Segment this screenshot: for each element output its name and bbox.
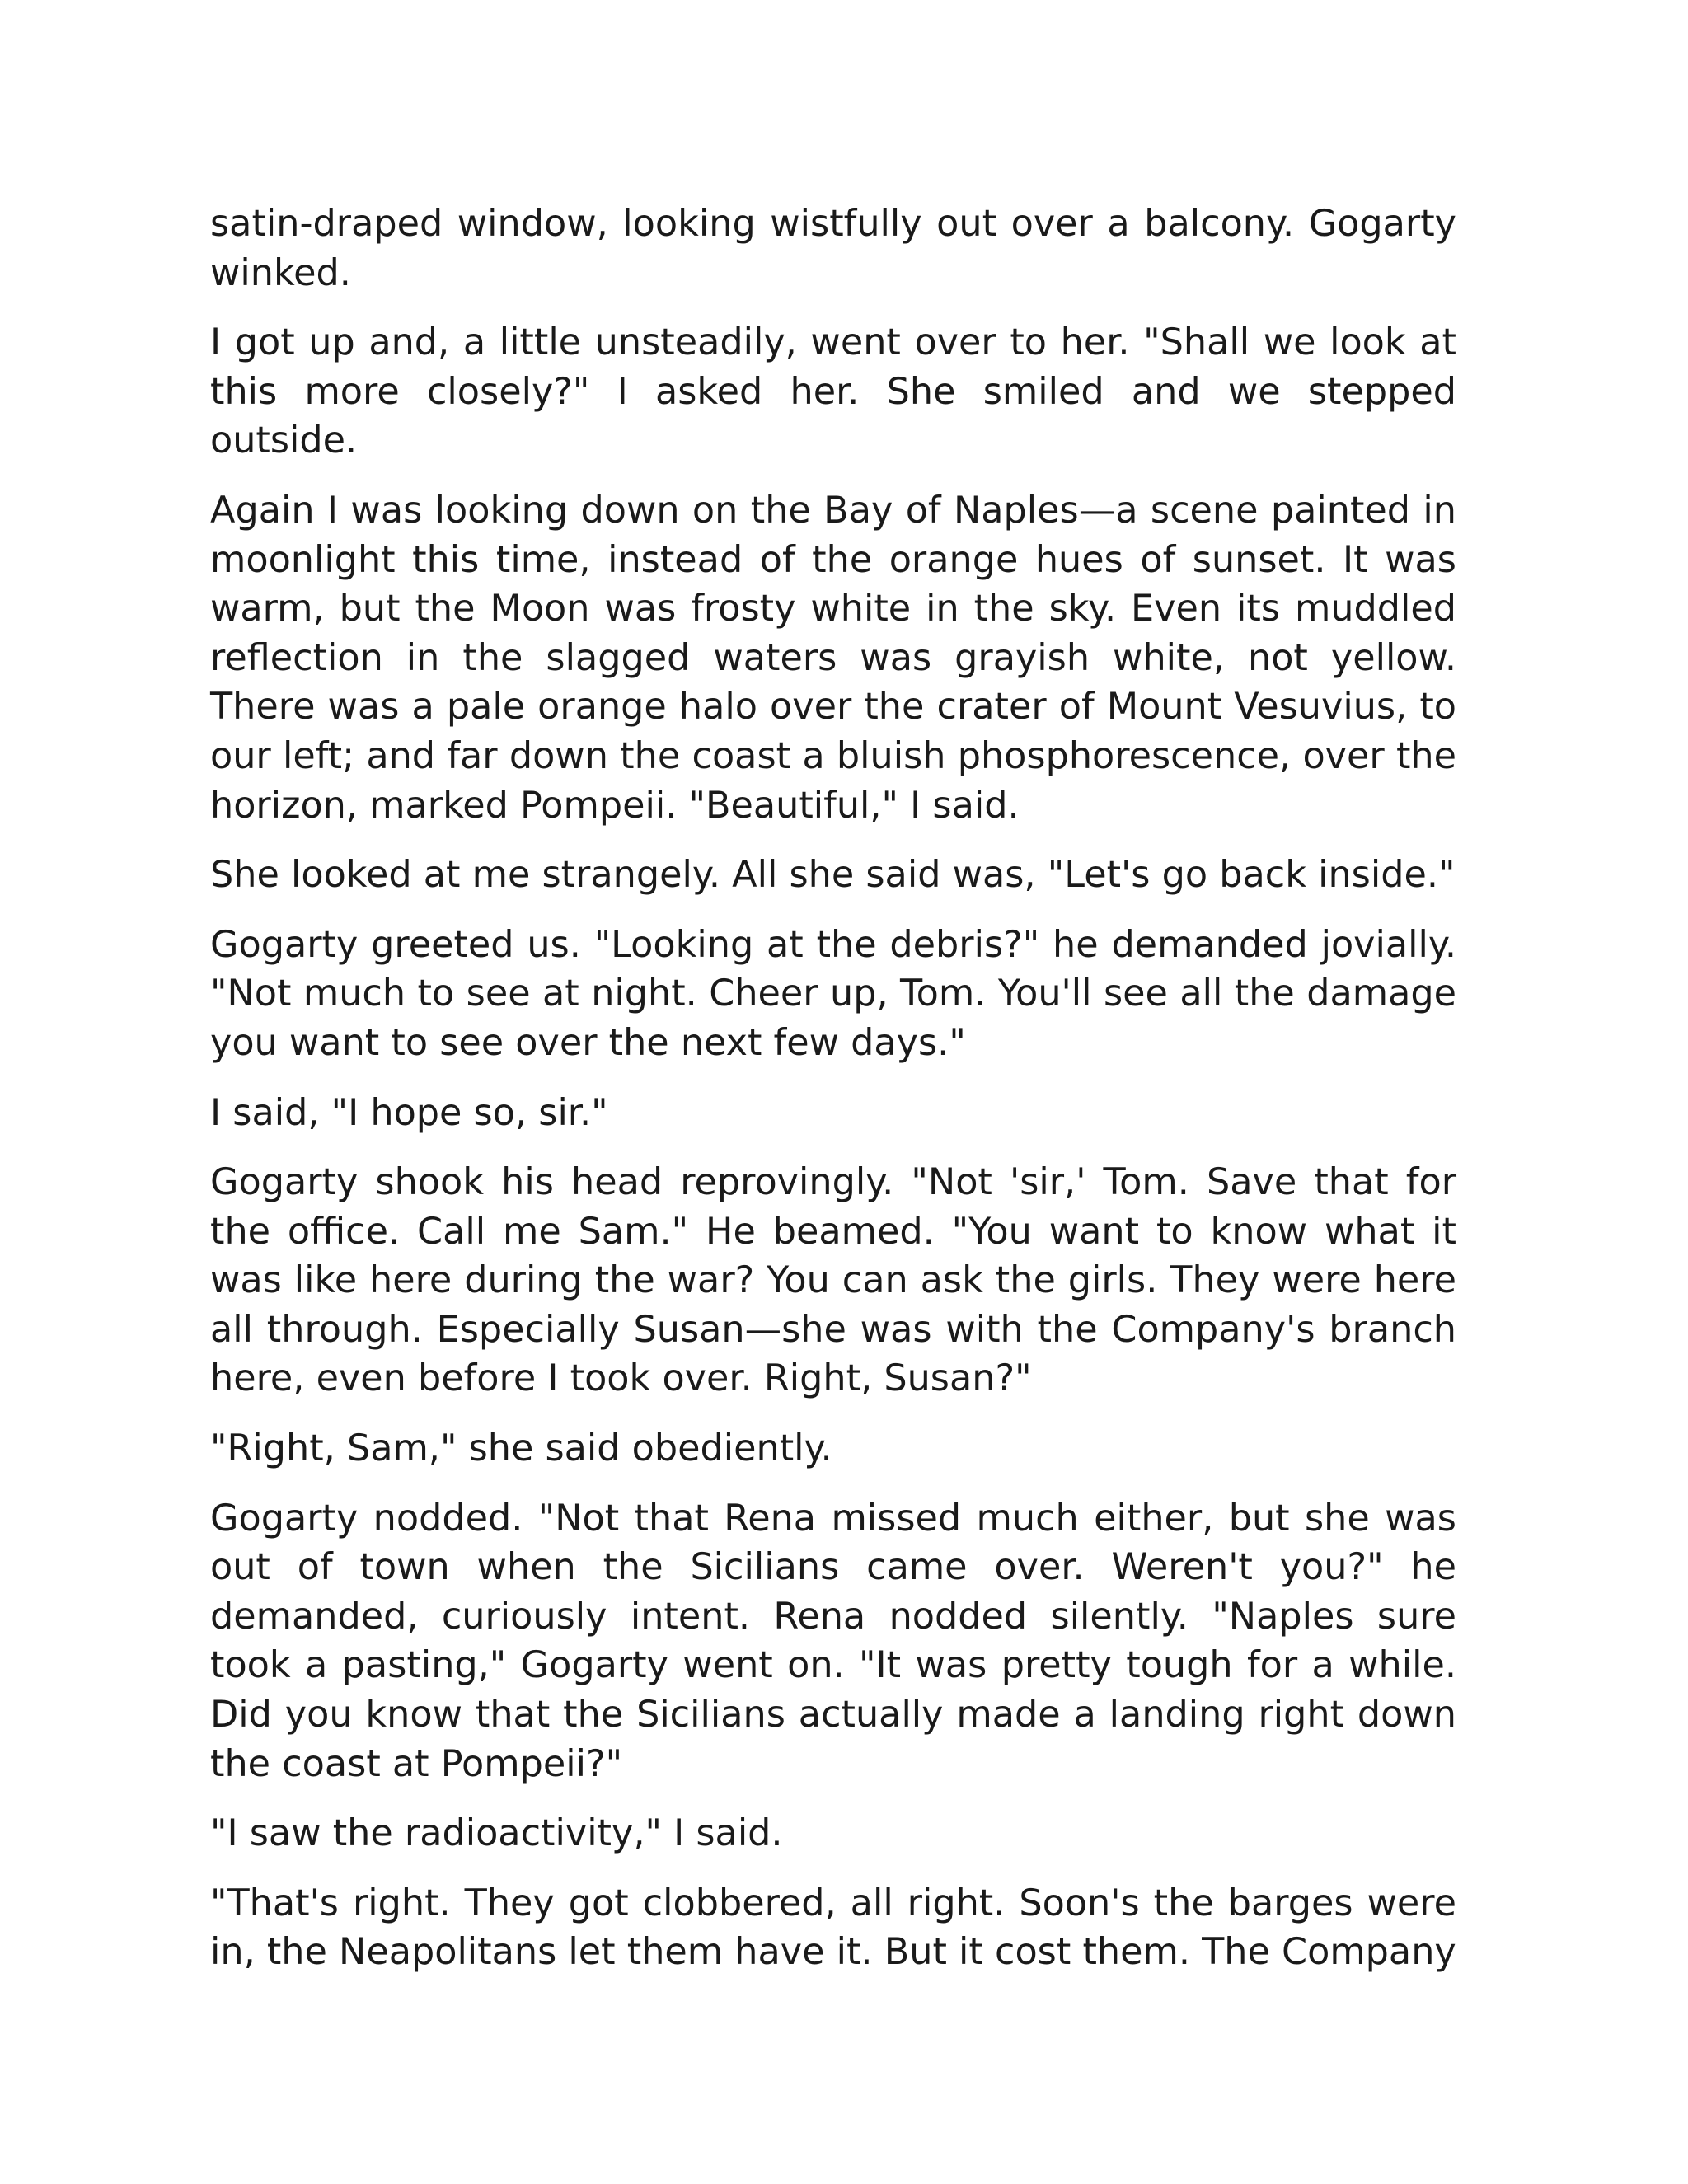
paragraph: Again I was looking down on the Bay of Naples—a scene painted in moonlight this time, instead of the orange hues of sunset. It was warm, but the Moon was frosty white in the sky. Even its muddled reflection in the slagged waters was grayish white, not yellow. There was a pale orange halo over the crater of Mount Vesuvius, to our left; and far down the coast a bluish phosphorescence, over the horizon, marked Pompeii. "Beautiful," I said. xyxy=(210,489,1456,827)
paragraph: "That's right. They got clobbered, all right. Soon's the barges were in, the Neapolitans let them have it. But it cost them. The Company xyxy=(210,1882,1456,1974)
paragraph: I got up and, a little unsteadily, went over to her. "Shall we look at this more closely?" I asked her. She smiled and we stepped outside. xyxy=(210,321,1456,462)
paragraph: She looked at me strangely. All she said was, "Let's go back inside." xyxy=(210,854,1456,897)
paragraph: "Right, Sam," she said obediently. xyxy=(210,1427,832,1470)
paragraph: satin-draped window, looking wistfully out over a balcony. Gogarty winked. xyxy=(210,203,1456,294)
paragraph: Gogarty greeted us. "Looking at the debris?" he demanded jovially. "Not much to see at night. Cheer up, Tom. You'll see all the damage you want to see over the next few days." xyxy=(210,923,1456,1064)
paragraph: Gogarty shook his head reprovingly. "Not 'sir,' Tom. Save that for the office. Call me Sam." He beamed. "You want to know what it was like here during the war? You can ask the girls. They were here all through. Especially Susan—she was with the Company's branch here, even before I took over. Right, Susan?" xyxy=(210,1161,1456,1400)
paragraph: Gogarty nodded. "Not that Rena missed much either, but she was out of town when the Sicilians came over. Weren't you?" he demanded, curiously intent. Rena nodded silently. "Naples sure took a pasting," Gogarty went on. "It was pretty tough for a while. Did you know that the Sicilians actually made a landing right down the coast at Pompeii?" xyxy=(210,1497,1456,1785)
document-page xyxy=(210,199,1456,1977)
paragraph: "I saw the radioactivity," I said. xyxy=(210,1812,783,1855)
paragraph: I said, "I hope so, sir." xyxy=(210,1091,608,1134)
